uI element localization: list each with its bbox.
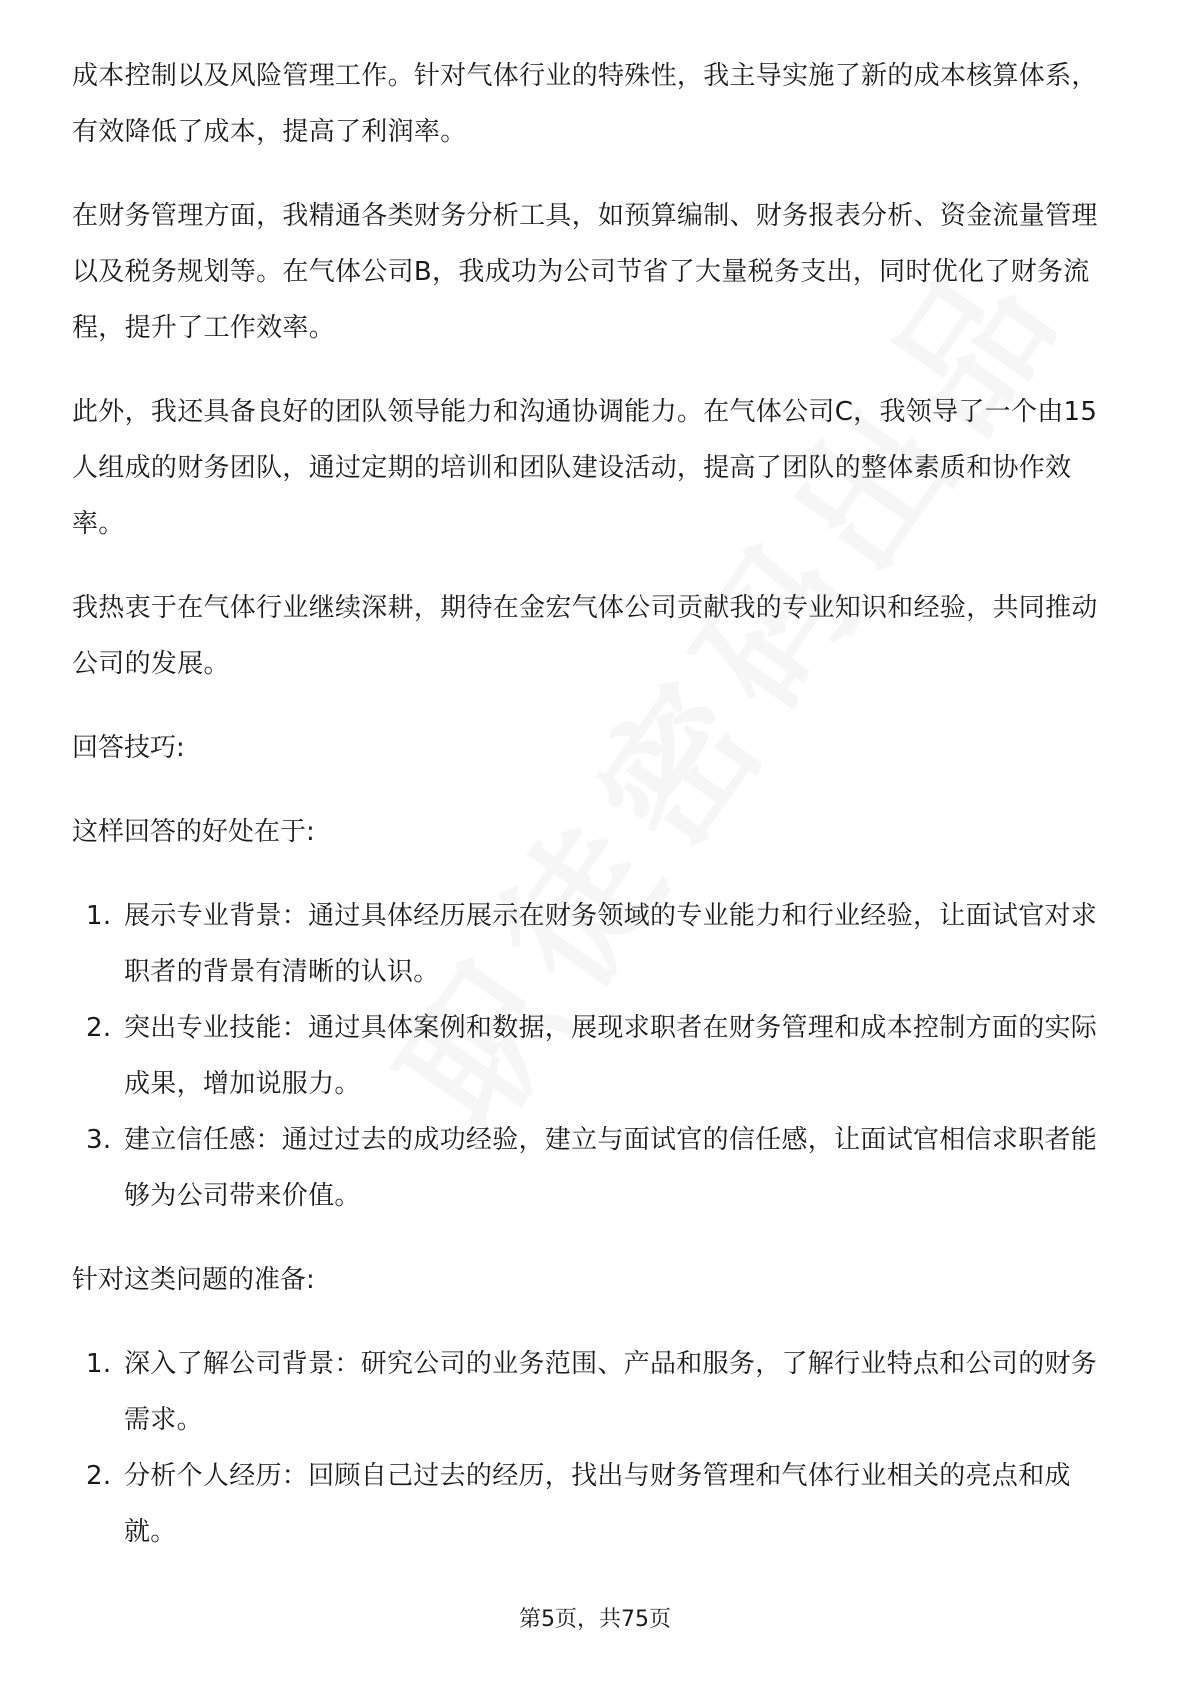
list-item-text: 建立信任感：通过过去的成功经验，建立与面试官的信任感，让面试官相信求职者能够为公司带来价值。 [124,1125,1098,1211]
page-number-footer: 第5页，共75页 [519,1607,671,1632]
list-item-number: 3. [86,1125,112,1155]
page-content [72,48,1122,1560]
list-item-text: 深入了解公司背景：研究公司的业务范围、产品和服务，了解行业特点和公司的财务需求。 [124,1349,1098,1435]
list-item-number: 1. [86,1349,112,1379]
list-item-number: 1. [86,901,112,931]
benefits-list [72,888,1122,1224]
paragraph-financial-management: 在财务管理方面，我精通各类财务分析工具，如预算编制、财务报表分析、资金流量管理以及税务规划等。在气体公司B，我成功为公司节省了大量税务支出，同时优化了财务流程，提升了工作效率。 [72,201,1098,343]
benefits-heading: 这样回答的好处在于: [72,817,315,847]
list-item [72,888,1122,1000]
paragraph-career-goal: 我热衷于在气体行业继续深耕，期待在金宏气体公司贡献我的专业知识和经验，共同推动公司的发展。 [72,593,1098,679]
preparation-heading: 针对这类问题的准备: [72,1265,315,1295]
list-item [72,1448,1122,1560]
preparation-list [72,1336,1122,1560]
list-item [72,1112,1122,1224]
tips-heading: 回答技巧: [72,733,185,763]
list-item-number: 2. [86,1013,112,1043]
paragraph-cost-control: 成本控制以及风险管理工作。针对气体行业的特殊性，我主导实施了新的成本核算体系，有效降低了成本，提高了利润率。 [72,61,1098,147]
list-item [72,1336,1122,1448]
list-item-text: 展示专业背景：通过具体经历展示在财务领域的专业能力和行业经验，让面试官对求职者的背景有清晰的认识。 [124,901,1098,987]
list-item-text: 突出专业技能：通过具体案例和数据，展现求职者在财务管理和成本控制方面的实际成果，增加说服力。 [124,1013,1098,1099]
list-item-text: 分析个人经历：回顾自己过去的经历，找出与财务管理和气体行业相关的亮点和成就。 [124,1461,1071,1547]
list-item-number: 2. [86,1461,112,1491]
paragraph-team-leadership: 此外，我还具备良好的团队领导能力和沟通协调能力。在气体公司C，我领导了一个由15人组成的财务团队，通过定期的培训和团队建设活动，提高了团队的整体素质和协作效率。 [72,397,1098,539]
list-item [72,1000,1122,1112]
